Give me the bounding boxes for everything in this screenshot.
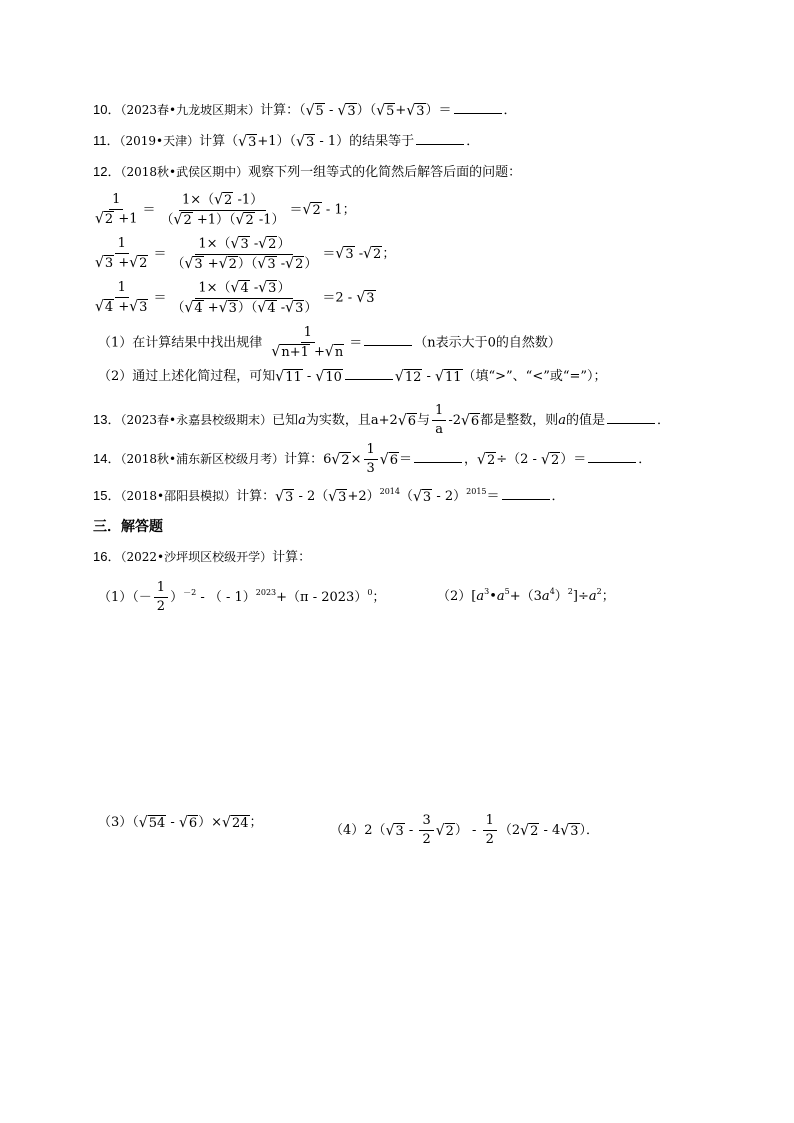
question-10: 10．（2023春•九龙坡区期末）计算：（ √ 5 - √ 3 ）（ √ 5 + √ 3 ）＝ ．	[93, 102, 517, 119]
answer-blank[interactable]	[414, 450, 462, 463]
question-16: 16．（2022•沙坪坝区校级开学）计算：	[93, 549, 312, 565]
answer-blank[interactable]	[364, 333, 412, 346]
question-12-part-1: （1）在计算结果中找出规律 1 √ n+1 + √ n ＝ （n表示大于0的自然数）	[98, 325, 561, 361]
question-12-part-2: （2）通过上述化简过程，可知 √ 11 - √ 10 √ 12 - √ 11 （填“>”、“<”或“=”）；	[98, 368, 607, 385]
question-15: 15．（2018•邵阳县模拟）计算： √ 3 - 2（ √ 3 +2）$^{2014}$（ √ 3 - 2）$^{2015}$＝ ．	[93, 487, 565, 505]
question-16-part-1: （1）（－ $\frac{1}{2}$ ）$^{-2}$ - （ - 1）$^{2023}$+（π - 2023）$^0$；	[98, 580, 386, 614]
question-number: 10．	[93, 102, 121, 117]
question-text: 计算：	[260, 103, 300, 118]
answer-blank[interactable]	[588, 450, 636, 463]
equation-3: 1 √ 4 + √ 3 ＝ 1×（ √ 4 - √ 3 ） （ √ 4 + √ 3 ）（ √ 4 - √ 3 ） ＝2 - √ 3	[95, 279, 375, 316]
section-title: 三．解答题	[93, 518, 163, 534]
sqrt: √ 5	[305, 102, 324, 119]
question-16-part-3: （3）（ √ 54 - √ 6 ）× √ 24 ；	[98, 814, 263, 831]
equation-1: 1 √ 2 +1 ＝ 1×（ √ 2 -1） （ √ 2 +1）（ √ 2 -1） ＝ √ 2 - 1；	[95, 191, 356, 228]
answer-blank[interactable]	[502, 487, 550, 500]
question-13: 13．（2023春•永嘉县校级期末）已知a为实数，且a+2 √ 6 与 $\frac{1}{a}$ -2 √ 6 都是整数，则a的值是 ．	[93, 403, 670, 437]
answer-blank[interactable]	[345, 367, 393, 380]
question-source: （2023春•九龙坡区期末）	[120, 103, 261, 117]
answer-blank[interactable]	[454, 101, 502, 114]
question-12: 12．（2018秋•武侯区期中）观察下列一组等式的化简然后解答后面的问题：	[93, 164, 522, 180]
question-16-part-2: $(2)[a^3•a^5+(3a^4)^2]\div a^2$；	[437, 587, 615, 604]
question-11: 11．（2019•天津）计算（ √ 3 +1）（ √ 3 - 1）的结果等于 ．	[93, 133, 480, 150]
answer-blank[interactable]	[607, 411, 655, 424]
equation-2: 1 √ 3 + √ 2 ＝ 1×（ √ 3 - √ 2 ） （ √ 3 + √ 2 ）（ √ 3 - √ 2 ） ＝ √ 3 - √ 2 ；	[95, 235, 396, 272]
question-14: 14．（2018秋•浦东新区校级月考）计算：6 √ 2 × $\frac{1}{3}$ √ 6 ＝ ， √ 2 ÷（2 - √ 2 ）＝ ．	[93, 442, 652, 476]
question-16-part-4: （4）2（ √ 3 - $\frac{3}{2}$ √ 2 ） - $\frac{1}{2}$ （2 √ 2 - 4 √ 3 ）．	[330, 813, 600, 847]
answer-blank[interactable]	[416, 132, 464, 145]
